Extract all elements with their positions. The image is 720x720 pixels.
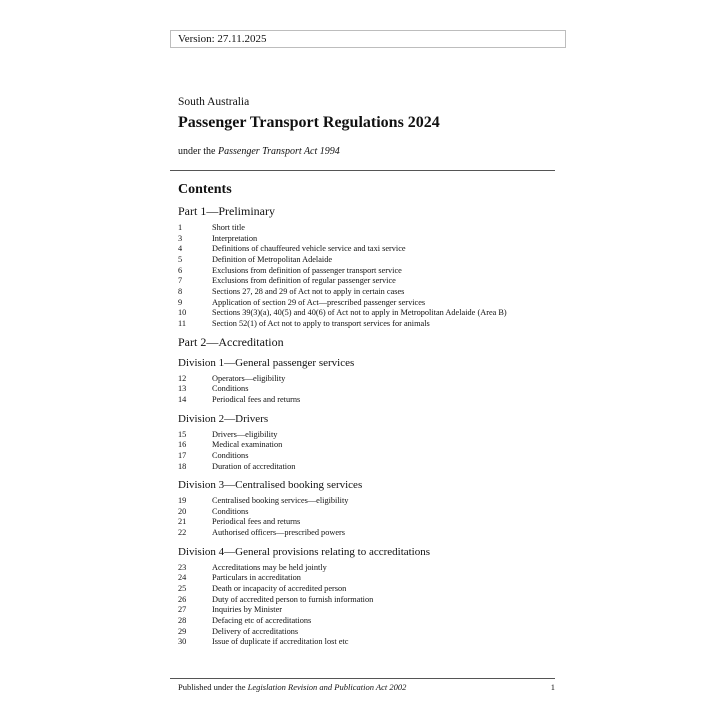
entry-title: Medical examination bbox=[212, 440, 283, 450]
entry-number: 6 bbox=[178, 265, 183, 275]
entry-title: Definition of Metropolitan Adelaide bbox=[212, 254, 333, 264]
enabling-act-name: Passenger Transport Act 1994 bbox=[218, 146, 340, 157]
toc-entry[interactable] bbox=[178, 595, 558, 606]
toc-entry[interactable] bbox=[178, 507, 558, 518]
enabling-act-line bbox=[178, 146, 340, 157]
division-1-entries bbox=[178, 374, 558, 406]
toc-entry[interactable] bbox=[178, 255, 558, 266]
toc-entry[interactable] bbox=[178, 616, 558, 627]
toc-entry[interactable] bbox=[178, 573, 558, 584]
entry-title: Delivery of accreditations bbox=[212, 626, 299, 636]
entry-number: 3 bbox=[178, 233, 183, 243]
entry-number: 9 bbox=[178, 297, 183, 307]
entry-title: Drivers—eligibility bbox=[212, 429, 278, 439]
page-footer bbox=[178, 682, 555, 692]
entry-number: 8 bbox=[178, 286, 183, 296]
entry-number: 28 bbox=[178, 616, 187, 626]
entry-title: Conditions bbox=[212, 384, 249, 394]
entry-title: Death or incapacity of accredited person bbox=[212, 584, 347, 594]
entry-title: Periodical fees and returns bbox=[212, 394, 301, 404]
entry-title: Interpretation bbox=[212, 233, 258, 243]
toc-entry[interactable] bbox=[178, 440, 558, 451]
toc-entry[interactable] bbox=[178, 462, 558, 473]
division-2-heading[interactable]: Division 2—Drivers bbox=[178, 412, 269, 425]
toc-entry[interactable] bbox=[178, 517, 558, 528]
version-label: Version: 27.11.2025 bbox=[178, 33, 267, 45]
entry-number: 17 bbox=[178, 450, 187, 460]
entry-title: Authorised officers—prescribed powers bbox=[212, 528, 346, 538]
division-1-heading[interactable]: Division 1—General passenger services bbox=[178, 356, 355, 369]
entry-title: Accreditations may be held jointly bbox=[212, 562, 327, 572]
entry-number: 5 bbox=[178, 254, 183, 264]
entry-number: 4 bbox=[178, 244, 183, 254]
table-of-contents bbox=[178, 204, 558, 648]
entry-number: 21 bbox=[178, 517, 187, 527]
entry-title: Conditions bbox=[212, 506, 249, 516]
entry-title: Duration of accreditation bbox=[212, 461, 296, 471]
entry-title: Exclusions from definition of regular passenger service bbox=[212, 276, 396, 286]
toc-entry[interactable] bbox=[178, 528, 558, 539]
entry-number: 20 bbox=[178, 506, 187, 516]
toc-entry[interactable] bbox=[178, 298, 558, 309]
entry-title: Periodical fees and returns bbox=[212, 517, 301, 527]
entry-number: 18 bbox=[178, 461, 187, 471]
division-2-entries bbox=[178, 430, 558, 473]
footer-publication bbox=[178, 682, 406, 692]
entry-number: 13 bbox=[178, 384, 187, 394]
entry-number: 12 bbox=[178, 373, 187, 383]
entry-title: Particulars in accreditation bbox=[212, 573, 301, 583]
toc-entry[interactable] bbox=[178, 266, 558, 277]
entry-title: Application of section 29 of Act—prescribed passenger services bbox=[212, 297, 426, 307]
entry-title: Duty of accredited person to furnish information bbox=[212, 594, 374, 604]
enabling-act-prefix: under the bbox=[178, 146, 218, 157]
entry-number: 30 bbox=[178, 637, 187, 647]
toc-entry[interactable] bbox=[178, 374, 558, 385]
entry-title: Definitions of chauffeured vehicle service and taxi service bbox=[212, 244, 406, 254]
entry-title: Short title bbox=[212, 223, 245, 232]
toc-entry[interactable] bbox=[178, 244, 558, 255]
entry-number: 7 bbox=[178, 276, 183, 286]
toc-entry[interactable] bbox=[178, 234, 558, 245]
entry-title: Inquiries by Minister bbox=[212, 605, 283, 615]
entry-number: 23 bbox=[178, 562, 187, 572]
footer-prefix: Published under the bbox=[178, 682, 248, 692]
toc-entry[interactable] bbox=[178, 223, 558, 234]
toc-entry[interactable] bbox=[178, 627, 558, 638]
entry-number: 27 bbox=[178, 605, 187, 615]
entry-number: 16 bbox=[178, 440, 187, 450]
entry-title: Conditions bbox=[212, 450, 249, 460]
toc-entry[interactable] bbox=[178, 384, 558, 395]
entry-title: Sections 39(3)(a), 40(5) and 40(6) of Act not to apply in Metropolitan Adelaide (Area B) bbox=[212, 308, 507, 318]
toc-entry[interactable] bbox=[178, 287, 558, 298]
page-number: 1 bbox=[550, 682, 555, 692]
version-box bbox=[170, 30, 566, 48]
division-3-entries bbox=[178, 496, 558, 539]
part-1-entries bbox=[178, 223, 558, 330]
footer-act-name: Legislation Revision and Publication Act 2002 bbox=[247, 682, 407, 692]
toc-entry[interactable] bbox=[178, 276, 558, 287]
entry-number: 15 bbox=[178, 429, 187, 439]
toc-entry[interactable] bbox=[178, 605, 558, 616]
toc-entry[interactable] bbox=[178, 496, 558, 507]
page-title: Passenger Transport Regulations 2024 bbox=[178, 114, 440, 131]
toc-entry[interactable] bbox=[178, 584, 558, 595]
entry-number: 19 bbox=[178, 496, 187, 506]
toc-entry[interactable] bbox=[178, 563, 558, 574]
top-divider bbox=[170, 170, 555, 171]
toc-entry[interactable] bbox=[178, 395, 558, 406]
entry-number: 24 bbox=[178, 573, 187, 583]
entry-title: Section 52(1) of Act not to apply to transport services for animals bbox=[212, 318, 430, 328]
entry-title: Exclusions from definition of passenger transport service bbox=[212, 265, 402, 275]
entry-number: 14 bbox=[178, 394, 187, 404]
entry-title: Operators—eligibility bbox=[212, 373, 286, 383]
division-4-entries bbox=[178, 563, 558, 648]
entry-number: 10 bbox=[178, 308, 187, 318]
entry-title: Issue of duplicate if accreditation lost etc bbox=[212, 637, 349, 647]
division-4-heading[interactable]: Division 4—General provisions relating to accreditations bbox=[178, 545, 431, 558]
toc-entry[interactable] bbox=[178, 308, 558, 319]
contents-heading: Contents bbox=[178, 182, 232, 197]
entry-number: 1 bbox=[178, 223, 183, 232]
jurisdiction: South Australia bbox=[178, 96, 250, 108]
toc-entry[interactable] bbox=[178, 319, 558, 330]
bottom-divider bbox=[170, 678, 555, 679]
entry-number: 26 bbox=[178, 594, 187, 604]
entry-number: 11 bbox=[178, 318, 186, 328]
entry-number: 22 bbox=[178, 528, 187, 538]
entry-number: 25 bbox=[178, 584, 187, 594]
entry-number: 29 bbox=[178, 626, 187, 636]
toc-entry[interactable] bbox=[178, 637, 558, 648]
entry-title: Sections 27, 28 and 29 of Act not to apply in certain cases bbox=[212, 286, 405, 296]
part-2-heading[interactable]: Part 2—Accreditation bbox=[178, 334, 284, 349]
toc-entry[interactable] bbox=[178, 430, 558, 441]
entry-title: Centralised booking services—eligibility bbox=[212, 496, 349, 506]
division-3-heading[interactable]: Division 3—Centralised booking services bbox=[178, 479, 363, 492]
part-1-heading[interactable]: Part 1—Preliminary bbox=[178, 204, 275, 218]
entry-title: Defacing etc of accreditations bbox=[212, 616, 312, 626]
toc-entry[interactable] bbox=[178, 451, 558, 462]
